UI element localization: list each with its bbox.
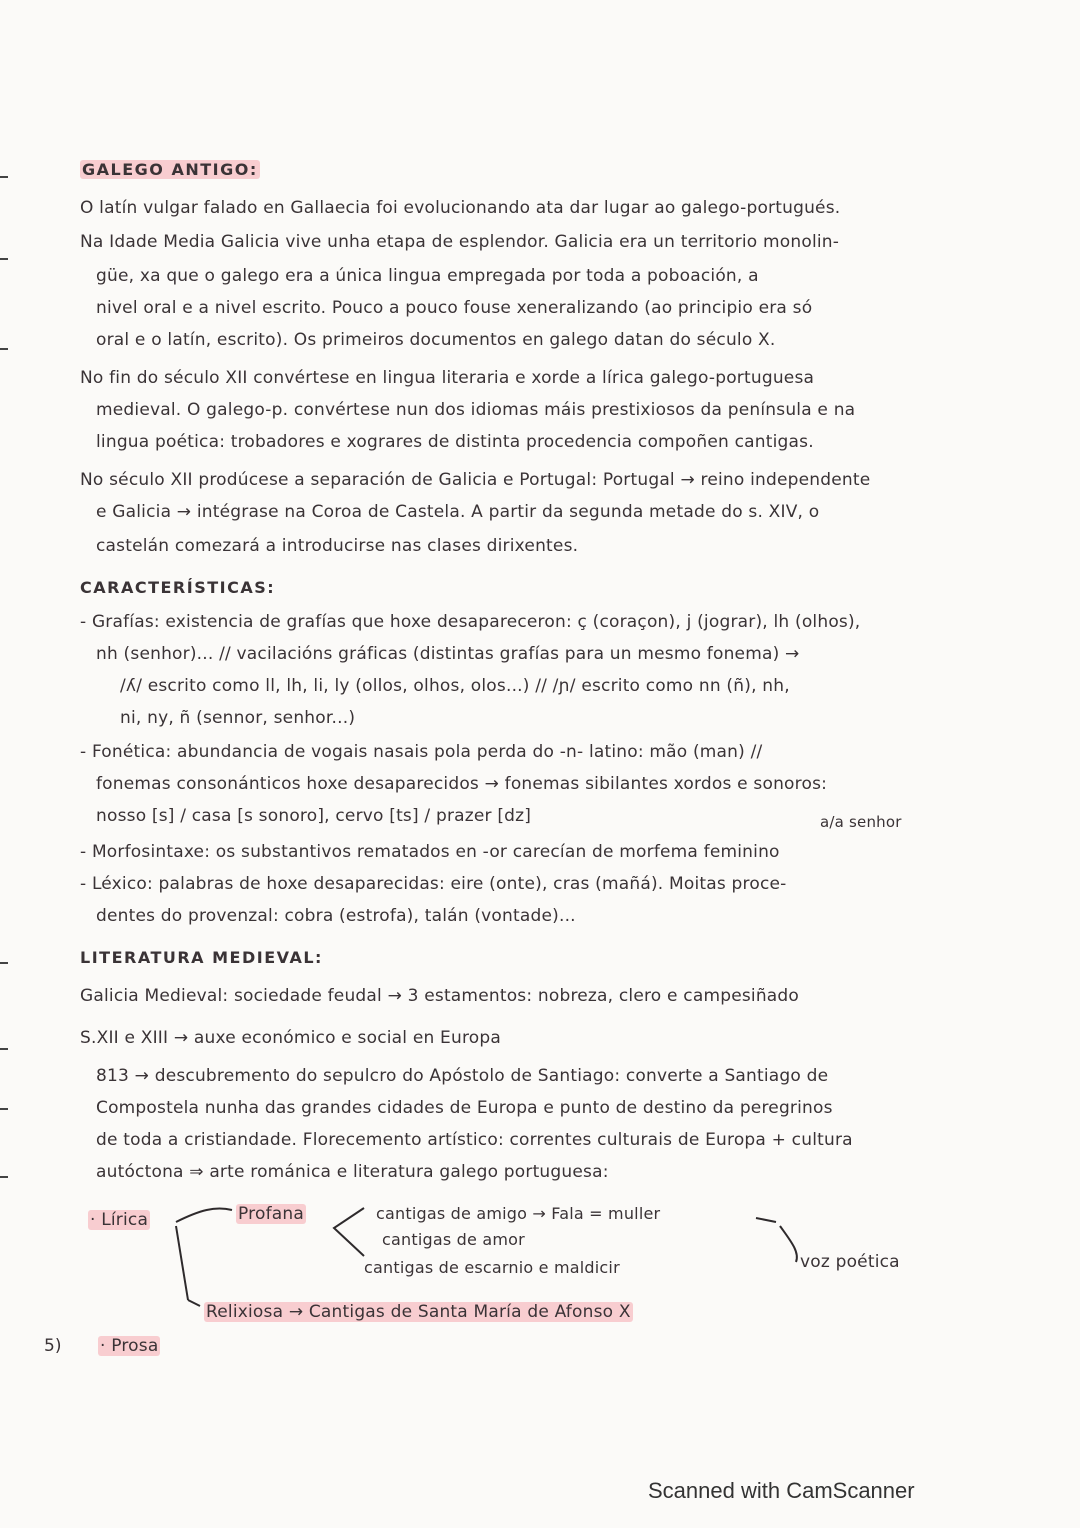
lit-line: Galicia Medieval: sociedade feudal → 3 estamentos: nobreza, clero e campesiñado [80, 986, 800, 1006]
section-title-caracteristicas: CARACTERÍSTICAS: [80, 578, 276, 597]
note-line: No fin do século XII convértese en lingua literaria e xorde a lírica galego-portuguesa [80, 368, 815, 388]
lit-line: autóctona ⇒ arte románica e literatura galego portuguesa: [96, 1162, 609, 1182]
section-title-galego-antigo: GALEGO ANTIGO: [82, 160, 258, 179]
note-line: lingua poética: trobadores e xograres de distinta procedencia compoñen cantigas. [96, 432, 814, 452]
note-line: oral e o latín, escrito). Os primeiros documentos en galego datan do século X. [96, 330, 776, 350]
note-line: castelán comezará a introducirse nas clases dirixentes. [96, 536, 579, 556]
note-line: güe, xa que o galego era a única lingua empregada por toda a poboación, a [96, 266, 759, 286]
scheme-relixiosa: Relixiosa → Cantigas de Santa María de Afonso X [206, 1302, 631, 1322]
feature-annotation: a/a senhor [820, 813, 902, 831]
scheme-cantigas-escarnio: cantigas de escarnio e maldicir [364, 1258, 620, 1277]
feature-line: nosso [s] / casa [s sonoro], cervo [ts] / prazer [dz] [96, 806, 532, 826]
feature-line: ni, ny, ñ (sennor, senhor...) [120, 708, 356, 728]
scheme-voz-poetica: voz poética [800, 1252, 900, 1272]
feature-line: dentes do provenzal: cobra (estrofa), talán (vontade)... [96, 906, 576, 926]
note-line: nivel oral e a nivel escrito. Pouco a pouco fouse xeneralizando (ao principio era só [96, 298, 813, 318]
lit-line: de toda a cristiandade. Florecemento artístico: correntes culturais de Europa + cultura [96, 1130, 853, 1150]
note-line: No século XII prodúcese a separación de Galicia e Portugal: Portugal → reino independente [80, 470, 871, 490]
feature-line: - Morfosintaxe: os substantivos rematados en -or carecían de morfema feminino [80, 842, 780, 862]
scheme-cantigas-amigo: cantigas de amigo → Fala = muller [376, 1204, 661, 1223]
feature-line: - Léxico: palabras de hoxe desaparecidas: eire (onte), cras (mañá). Moitas proce- [80, 874, 787, 894]
feature-line: fonemas consonánticos hoxe desaparecidos → fonemas sibilantes xordos e sonoros: [96, 774, 828, 794]
scheme-lirica: · Lírica [90, 1210, 149, 1230]
note-line: e Galicia → intégrase na Coroa de Castela. A partir da segunda metade do s. XIV, o [96, 502, 820, 522]
lit-line: Compostela nunha das grandes cidades de Europa e punto de destino da peregrinos [96, 1098, 833, 1118]
scheme-profana: Profana [238, 1204, 304, 1224]
lit-line: S.XII e XIII → auxe económico e social en Europa [80, 1028, 501, 1048]
note-line: medieval. O galego-p. convértese nun dos idiomas máis prestixiosos da península e na [96, 400, 856, 420]
feature-line: /ʎ/ escrito como ll, lh, li, ly (ollos, olhos, olos...) // /ɲ/ escrito como nn (ñ), nh, [120, 676, 790, 696]
lit-line: 813 → descubremento do sepulcro do Apóstolo de Santiago: converte a Santiago de [96, 1066, 829, 1086]
feature-line: - Fonética: abundancia de vogais nasais pola perda do -n- latino: mão (man) // [80, 742, 763, 762]
feature-line: - Grafías: existencia de grafías que hoxe desapareceron: ç (coraçon), j (jograr), lh (olhos), [80, 612, 861, 632]
scheme-prosa: · Prosa [100, 1336, 159, 1356]
section-title-literatura-medieval: LITERATURA MEDIEVAL: [80, 948, 323, 967]
note-line: Na Idade Media Galicia vive unha etapa de esplendor. Galicia era un territorio monolin- [80, 232, 840, 252]
scanner-watermark: Scanned with CamScanner [648, 1478, 915, 1503]
feature-line: nh (senhor)... // vacilacións gráficas (distintas grafías para un mesmo fonema) → [96, 644, 800, 664]
item-number: 5) [44, 1336, 62, 1356]
scheme-cantigas-amor: cantigas de amor [382, 1230, 525, 1249]
note-line: O latín vulgar falado en Gallaecia foi evolucionando ata dar lugar ao galego-portugués. [80, 198, 841, 218]
